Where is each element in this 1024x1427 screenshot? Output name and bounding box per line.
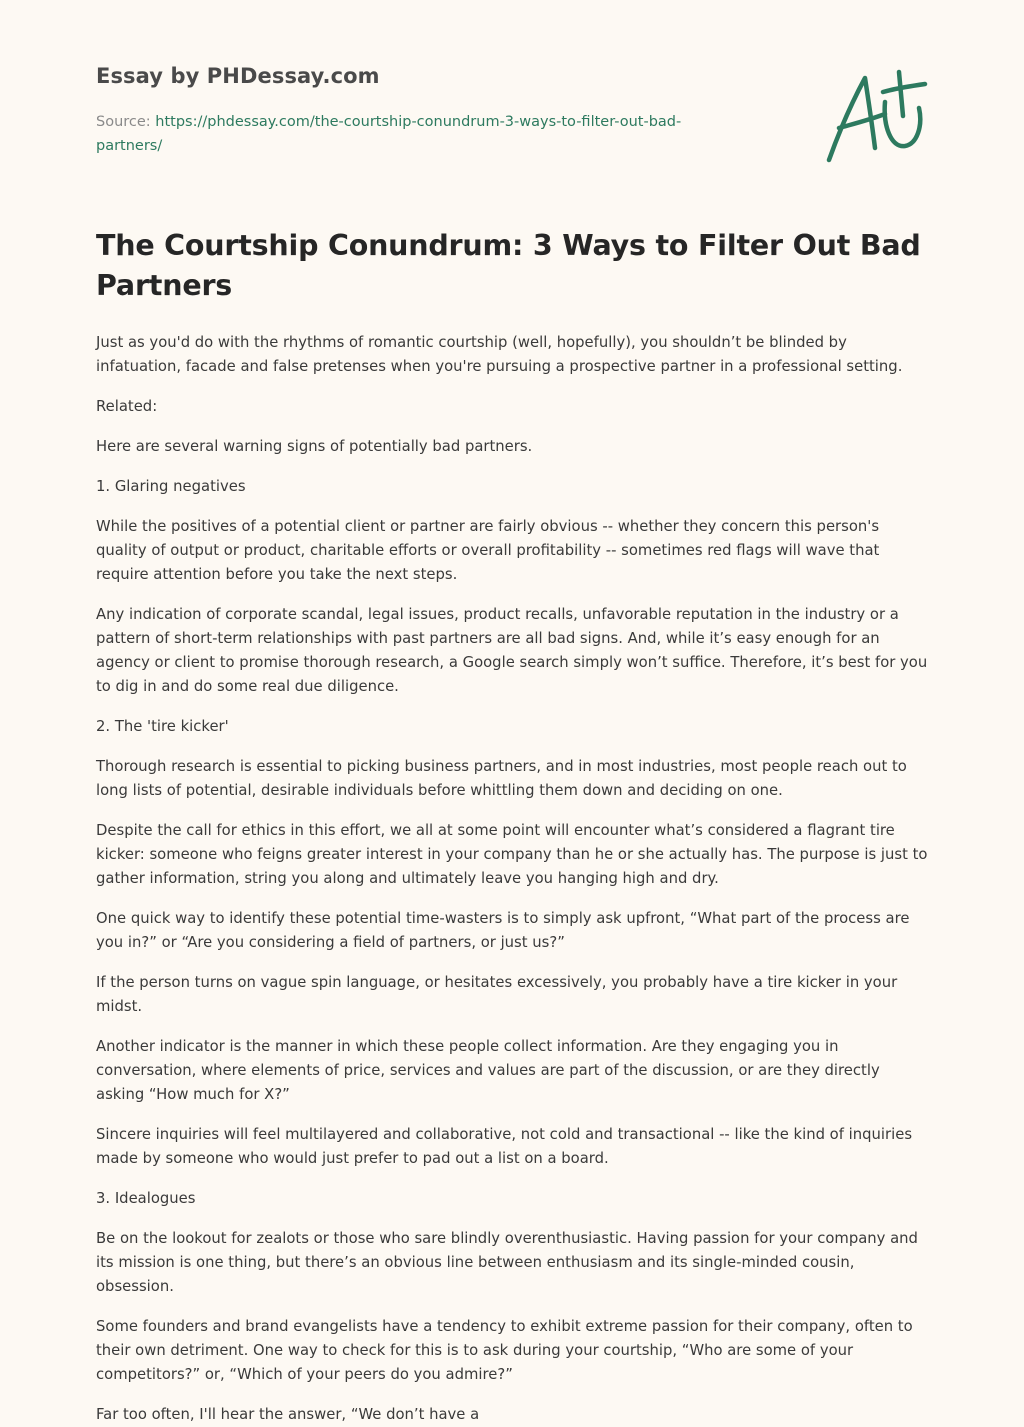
page-header [96,0,928,200]
paragraph-related: Related: [96,398,158,415]
paragraph: Any indication of corporate scandal, legal issues, product recalls, unfavorable reputation in the industry or a pattern of short-term relationships with past partners are all bad signs. And, while it’s easy enough for an agency or client to promise thorough research, a Google search simply won’t suffice. Therefore, it’s best for you to dig in and do some real due diligence. [96,606,928,695]
paragraph: One quick way to identify these potential time-wasters is to simply ask upfront, “What part of the process are you in?” or “Are you considering a field of partners, or just us?” [96,910,910,951]
section-heading-tire-kicker: 2. The 'tire kicker' [96,718,229,735]
a-plus-logo-icon [825,68,929,164]
paragraph: Thorough research is essential to picking business partners, and in most industries, most people reach out to long lists of potential, desirable individuals before whittling them down and deciding on one. [96,758,907,799]
source-line [96,110,736,158]
site-brand: Essay by PHDessay.com [96,64,380,88]
paragraph-warning-signs: Here are several warning signs of potentially bad partners. [96,438,533,455]
paragraph: If the person turns on vague spin language, or hesitates excessively, you probably have a tire kicker in your midst. [96,974,898,1015]
section-heading-glaring-negatives: 1. Glaring negatives [96,478,246,495]
paragraph-intro: Just as you'd do with the rhythms of romantic courtship (well, hopefully), you shouldn’t be blinded by infatuation, facade and false pretenses when you're pursuing a prospective partner in a professional setting. [96,334,903,375]
paragraph: Despite the call for ethics in this effort, we all at some point will encounter what’s considered a flagrant tire kicker: someone who feigns greater interest in your company than he or she actually has. The purpose is just to gather information, string you along and ultimately leave you hanging high and dry. [96,822,928,887]
source-link[interactable]: https://phdessay.com/the-courtship-conundrum-3-ways-to-filter-out-bad-partners/ [96,114,682,154]
source-label: Source: [96,114,151,130]
paragraph: Some founders and brand evangelists have a tendency to exhibit extreme passion for their company, often to their own detriment. One way to check for this is to ask during your courtship, “Who are some of your competitors?” or, “Which of your peers do you admire?” [96,1318,913,1383]
paragraph: Another indicator is the manner in which these people collect information. Are they engaging you in conversation, where elements of price, services and values are part of the discussion, or are they directly asking “How much for X?” [96,1038,880,1103]
article-body [96,331,928,1427]
paragraph: Be on the lookout for zealots or those who sare blindly overenthusiastic. Having passion for your company and its mission is one thing, but there’s an obvious line between enthusiasm and its single-minded cousin, obsession. [96,1230,918,1295]
section-heading-idealogues: 3. Idealogues [96,1190,196,1207]
paragraph: Sincere inquiries will feel multilayered and collaborative, not cold and transactional -- like the kind of inquiries made by someone who would just prefer to pad out a list on a board. [96,1126,913,1167]
paragraph: While the positives of a potential client or partner are fairly obvious -- whether they concern this person's quality of output or product, charitable efforts or overall profitability -- sometimes red flags will wave that require attention before you take the next steps. [96,518,880,583]
paragraph-truncated: Far too often, I'll hear the answer, “We don’t have a [96,1406,480,1423]
article-title: The Courtship Conundrum: 3 Ways to Filter Out Bad Partners [96,229,921,302]
